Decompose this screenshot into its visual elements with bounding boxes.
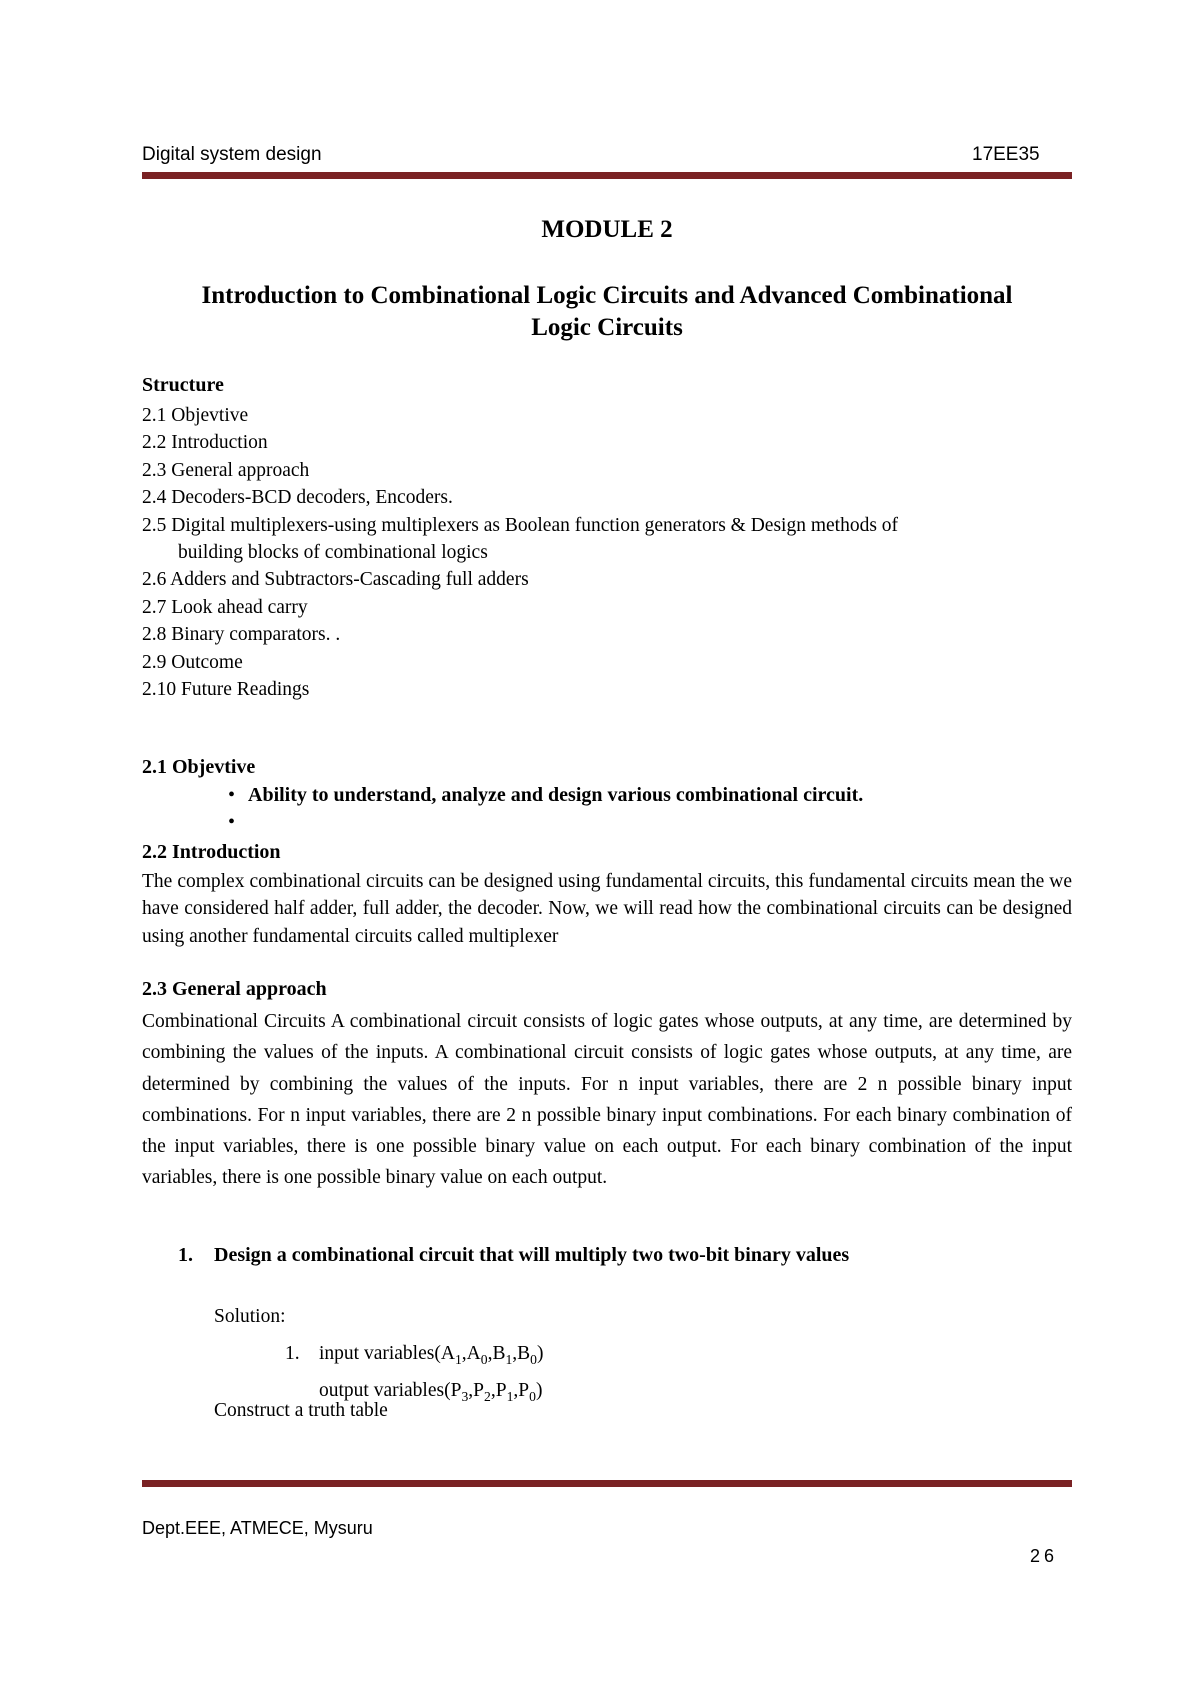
structure-item: 2.2 Introduction — [142, 432, 268, 454]
header-course-code: 17EE35 — [972, 144, 1040, 165]
structure-item: 2.7 Look ahead carry — [142, 596, 308, 618]
introduction-paragraph: The complex combinational circuits can be designed using fundamental circuits, this fundamental circuits mean the we have considered half adder, full adder, the decoder. Now, we will read how the combinational circuits can be designed using another fundamental circuits called multiplexer — [142, 871, 1072, 947]
structure-item: 2.1 Objevtive — [142, 405, 249, 426]
objective-empty-bullet — [230, 809, 863, 836]
solution-item-number: 1. — [285, 1343, 300, 1364]
page-title-line-1: Introduction to Combinational Logic Circuits and Advanced Combinational — [201, 282, 1013, 309]
structure-item: 2.5 Digital multiplexers-using multiplexers as Boolean function generators & Design methods of — [142, 514, 899, 536]
general-approach-paragraph: Combinational Circuits A combinational circuit consists of logic gates whose outputs, at any time, are determined by combining the values of the inputs. A combinational circuit consists of logic gates whose outputs, at any time, are determined by combining the values of the inputs. For n input variables, there are 2 n possible binary input combinations. For n input variables, there are 2 n possible binary input combinations. For each binary combination of the input variables, there is one possible binary value on each output. For each binary combination of the input variables, there is one possible binary value on each output. — [142, 1011, 1072, 1189]
output-variables-line: output $variables(P_3,P_2,P_1,P_0)$ — [319, 1379, 543, 1404]
structure-item: 2.9 Outcome — [142, 651, 243, 673]
general-approach-heading: 2.3 General approach — [142, 978, 327, 1000]
page-title-line-2: Logic Circuits — [531, 314, 683, 341]
construct-truth-table: Construct a truth table — [214, 1400, 388, 1421]
objective-heading: 2.1 Objevtive — [142, 756, 256, 778]
structure-item: 2.8 Binary comparators. . — [142, 624, 341, 646]
structure-item: 2.4 Decoders-BCD decoders, Encoders. — [142, 487, 453, 509]
header-rule — [142, 172, 1072, 179]
structure-heading: Structure — [142, 374, 224, 396]
footer-rule — [142, 1480, 1072, 1487]
objective-bullets — [230, 782, 863, 836]
question-text: Design a combinational circuit that will multiply two two-bit binary values — [214, 1244, 850, 1266]
objective-bullet: • Ability to understand, analyze and design various combinational circuit. — [230, 782, 863, 809]
introduction-heading: 2.2 Introduction — [142, 841, 281, 863]
structure-item: 2.3 General approach — [142, 459, 310, 481]
structure-item: 2.6 Adders and Subtractors-Cascading full adders — [142, 569, 529, 591]
solution-label: Solution: — [214, 1306, 286, 1327]
question-1 — [178, 1244, 849, 1267]
footer-department: Dept.EEE, ATMECE, Mysuru — [142, 1518, 373, 1538]
structure-list — [142, 402, 1082, 703]
page-number: 26 — [1030, 1546, 1059, 1566]
module-heading: MODULE 2 — [541, 216, 673, 243]
input-variables-line: 1. input $variables(A_1,A_0,B_1,B_0)$ — [285, 1338, 544, 1375]
header-course-title: Digital system design — [142, 144, 322, 165]
question-number: 1. — [178, 1244, 193, 1266]
structure-item: 2.10 Future Readings — [142, 679, 310, 701]
page-title — [142, 280, 1072, 344]
structure-item-continuation: building blocks of combinational logics — [178, 542, 488, 564]
